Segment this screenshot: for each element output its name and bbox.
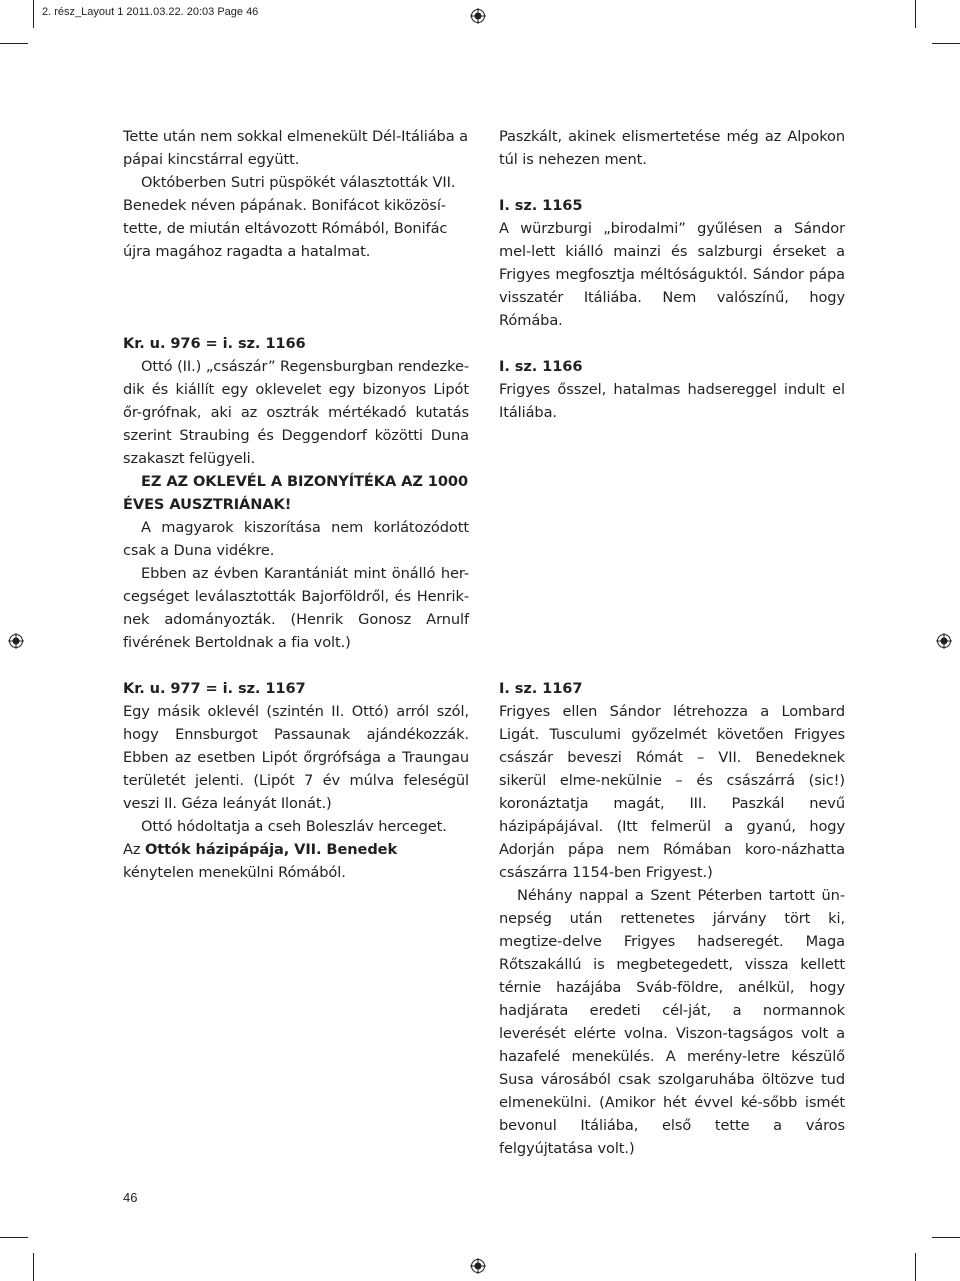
paragraph: Paszkált, akinek elismertetése még az Alpokon túl is nehezen ment. [499, 128, 845, 168]
paragraph-line: tette, de miután eltávozott Rómából, Bonifác [123, 220, 448, 237]
section-heading: Kr. u. 977 = i. sz. 1167 [123, 680, 306, 697]
left-column [123, 125, 469, 884]
paragraph: Frigyes ősszel, hatalmas hadsereggel indult el Itáliába. [499, 381, 845, 421]
paragraph: Ottó (II.) „császár” Regensburgban rendezke-dik és kiállít egy oklevelet egy bizonyos Lipót őr-grófnak, aki az osztrák mértékadó kutatás szerint Straubing és Deggendorf közötti Duna szakaszt felügyeli. [123, 358, 469, 467]
section-heading: I. sz. 1166 [499, 358, 583, 375]
section-heading: I. sz. 1165 [499, 197, 583, 214]
registration-mark-icon [470, 8, 486, 24]
paragraph-line: Tette után nem sokkal elmenekült Dél-Itáliába a [123, 128, 468, 145]
page-number: 46 [123, 1190, 138, 1205]
crop-mark [932, 43, 960, 44]
paragraph-line: Októberben Sutri püspökét választották VII. [141, 174, 456, 191]
paragraph: A würzburgi „birodalmi” gyűlésen a Sándor mel-lett kiálló mainzi és salzburgi érseket a Frigyes megfosztja méltóságuktól. Sándor pápa visszatér Itáliába. Nem valószínű, hogy Rómába. [499, 220, 845, 329]
crop-mark [915, 1253, 916, 1281]
paragraph: Ebben az évben Karantániát mint önálló her-cegséget leválasztották Bajorföldről, és Henrik-nek adományozták. (Henrik Gonosz Arnulf fivérének Bertoldnak a fia volt.) [123, 565, 469, 651]
registration-mark-icon [8, 633, 24, 649]
print-slug: 2. rész_Layout 1 2011.03.22. 20:03 Page 46 [42, 6, 259, 18]
crop-mark [915, 0, 916, 28]
crop-mark [932, 1237, 960, 1238]
section-heading: I. sz. 1167 [499, 680, 583, 697]
emphasis-heading: EZ AZ OKLEVÉL A BIZONYÍTÉKA AZ 1000 ÉVES AUSZTRIÁNAK! [123, 473, 469, 513]
paragraph: Frigyes ellen Sándor létrehozza a Lombard Ligát. Tusculumi győzelmét követően Frigyes császár beveszi Rómát – VII. Benedeknek sikerül elme-nekülnie – és császárrá (sic!) koronáztatja magát, III. Paszkál nevű házipápájával. (Itt felmerül a gyanú, hogy Adorján pápa nem Rómában koro-názhatta császárra 1154-ben Frigyest.) [499, 703, 845, 881]
paragraph: A magyarok kiszorítása nem korlátozódott csak a Duna vidékre. [123, 519, 469, 559]
crop-mark [0, 43, 28, 44]
registration-mark-icon [470, 1258, 486, 1274]
right-column [499, 125, 845, 1160]
paragraph-line: újra magához ragadta a hatalmat. [123, 243, 371, 260]
paragraph: Ottó hódoltatja a cseh Boleszláv herceget. [141, 818, 447, 835]
text-run: Az [123, 841, 145, 858]
crop-mark [33, 1253, 34, 1281]
text-run: kénytelen menekülni Rómából. [123, 864, 346, 881]
section-heading: Kr. u. 976 = i. sz. 1166 [123, 335, 306, 352]
paragraph-line: Benedek néven pápának. Bonifácot kiközösí- [123, 197, 446, 214]
paragraph: Egy másik oklevél (szintén II. Ottó) arról szól, hogy Ennsburgot Passaunak ajándékozzák. Ebben az esetben Lipót őrgrófsága a Traungau területét jelenti. (Lipót 7 év múlva feleségül veszi II. Géza leányát Ilonát.) [123, 703, 469, 812]
paragraph: Néhány nappal a Szent Péterben tartott ün-nepség után rettenetes járvány tört ki, megtize-delve Frigyes hadseregét. Maga Rőtszakállú is megbetegedett, vissza kellett térnie hazájába Sváb-földre, anélkül, hogy hadjárata eredeti cél-ját, a normannok leverését elérte volna. Viszon-tagságos volt a hazafelé menekülés. A merény-letre készülő Susa városából csak szolgaruhába öltözve tud elmenekülni. (Amikor hét évvel ké-sőbb ismét bevonul Itáliába, első tette a város felgyújtatása volt.) [499, 887, 845, 1157]
paragraph [123, 838, 469, 884]
registration-mark-icon [936, 633, 952, 649]
crop-mark [0, 1237, 28, 1238]
crop-mark [33, 0, 34, 28]
bold-text-run: Ottók házipápája, VII. Benedek [144, 841, 398, 858]
paragraph-line: pápai kincstárral együtt. [123, 151, 300, 168]
